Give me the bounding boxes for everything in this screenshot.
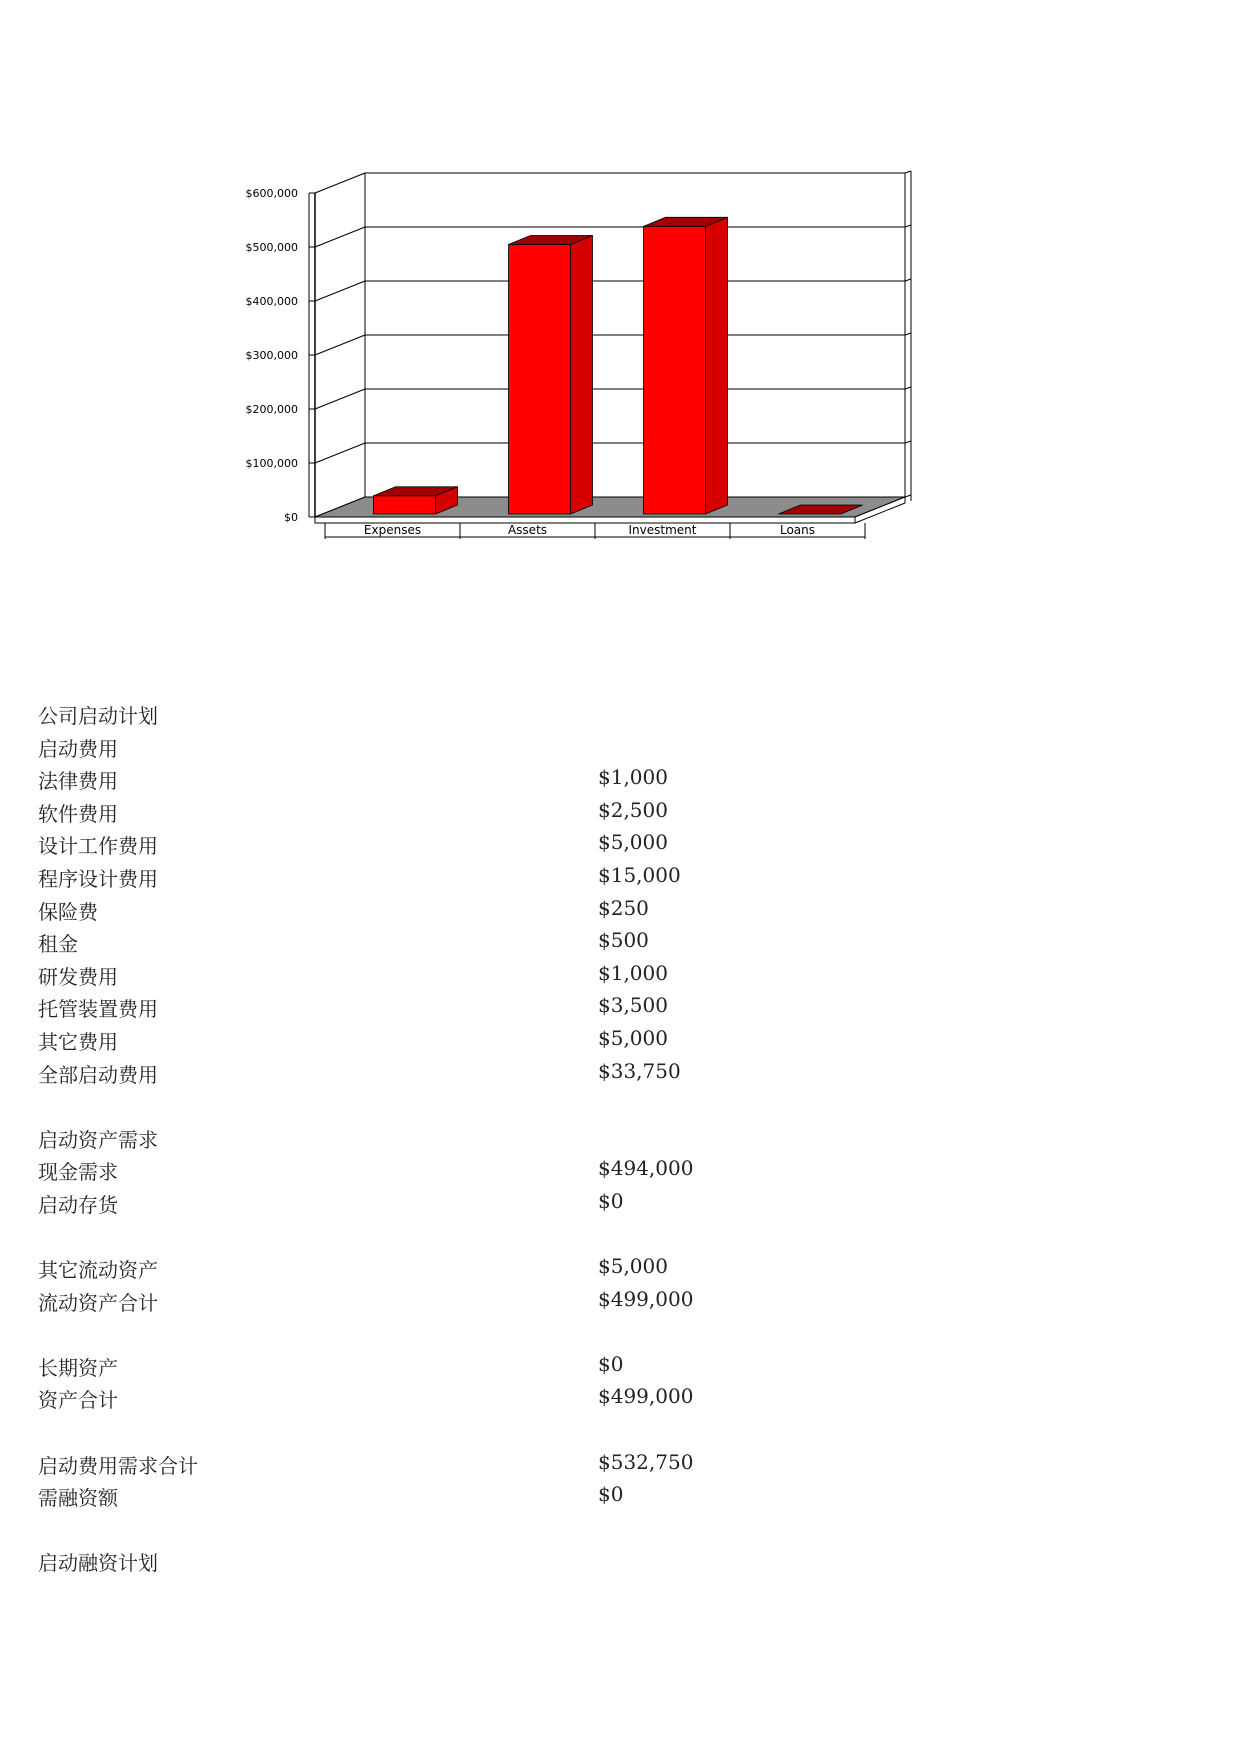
- row-label: 启动融资计划: [38, 1551, 158, 1576]
- row-value: $5,000: [598, 1025, 668, 1050]
- table-row: [38, 928, 1138, 961]
- right-tick: [905, 333, 911, 335]
- row-value: $0: [598, 1351, 624, 1376]
- startup-table: [38, 700, 1138, 1580]
- right-tick: [905, 495, 911, 497]
- table-row: [38, 1222, 1138, 1255]
- row-value: $3,500: [598, 993, 668, 1018]
- row-label: 其它费用: [38, 1029, 118, 1054]
- row-value: $532,750: [598, 1449, 694, 1474]
- bar-front: [374, 496, 436, 514]
- row-label: 托管装置费用: [38, 997, 158, 1022]
- x-tick-label: Investment: [628, 523, 697, 537]
- right-tick: [905, 171, 911, 173]
- table-row: [38, 1287, 1138, 1320]
- y-tick-label: $100,000: [245, 457, 298, 470]
- y-tick-label: $200,000: [245, 403, 298, 416]
- right-tick: [905, 225, 911, 227]
- row-value: $500: [598, 928, 649, 953]
- bar-chart-svg: [245, 170, 1000, 620]
- table-row: [38, 733, 1138, 766]
- table-row: [38, 830, 1138, 863]
- row-label: 流动资产合计: [38, 1290, 158, 1315]
- bar-side: [706, 217, 728, 514]
- right-tick: [905, 387, 911, 389]
- right-tick: [905, 279, 911, 281]
- table-row: [38, 700, 1138, 733]
- table-row: [38, 1352, 1138, 1385]
- table-row: [38, 1417, 1138, 1450]
- row-label: 保险费: [38, 899, 98, 924]
- gridline-side: [315, 335, 365, 355]
- row-value: $2,500: [598, 797, 668, 822]
- gridline-side: [315, 173, 365, 193]
- row-label: 启动存货: [38, 1192, 118, 1217]
- table-row: [38, 798, 1138, 831]
- y-tick-label: $600,000: [245, 187, 298, 200]
- row-label: 长期资产: [38, 1355, 118, 1380]
- row-label: 设计工作费用: [38, 834, 158, 859]
- y-tick-label: $0: [284, 511, 298, 524]
- row-label: 启动费用: [38, 736, 118, 761]
- table-row: [38, 1384, 1138, 1417]
- row-label: 程序设计费用: [38, 866, 158, 891]
- row-label: 软件费用: [38, 801, 118, 826]
- x-tick-label: Assets: [507, 523, 548, 537]
- bar-side: [571, 236, 593, 514]
- row-value: $499,000: [598, 1286, 694, 1311]
- table-row: [38, 1124, 1138, 1157]
- row-value: $0: [598, 1482, 624, 1507]
- table-row: [38, 1091, 1138, 1124]
- row-value: $15,000: [598, 862, 681, 887]
- x-tick-label: Expenses: [363, 523, 422, 537]
- gridline-side: [315, 443, 365, 463]
- row-label: 资产合计: [38, 1388, 118, 1413]
- table-row: [38, 1319, 1138, 1352]
- bar-front: [509, 245, 571, 514]
- row-label: 启动费用需求合计: [38, 1453, 198, 1478]
- x-tick-label: Loans: [779, 523, 816, 537]
- y-tick-label: $500,000: [245, 241, 298, 254]
- row-label: 公司启动计划: [38, 704, 158, 728]
- row-label: 租金: [38, 932, 78, 957]
- bar-chart: [245, 170, 1000, 620]
- row-label: 需融资额: [38, 1486, 118, 1511]
- row-value: $499,000: [598, 1384, 694, 1409]
- bar-front: [644, 226, 706, 514]
- row-value: $1,000: [598, 765, 668, 790]
- table-row: [38, 1059, 1138, 1092]
- row-value: $33,750: [598, 1058, 681, 1083]
- row-value: $0: [598, 1188, 624, 1213]
- row-value: $1,000: [598, 960, 668, 985]
- row-value: $494,000: [598, 1156, 694, 1181]
- row-label: 现金需求: [38, 1160, 118, 1185]
- table-row: [38, 993, 1138, 1026]
- row-label: 研发费用: [38, 964, 118, 989]
- table-row: [38, 863, 1138, 896]
- row-label: 全部启动费用: [38, 1062, 158, 1087]
- table-row: [38, 961, 1138, 994]
- table-row: [38, 1026, 1138, 1059]
- row-label: 其它流动资产: [38, 1258, 158, 1283]
- row-value: $5,000: [598, 1254, 668, 1279]
- table-row: [38, 896, 1138, 929]
- row-value: $5,000: [598, 830, 668, 855]
- row-label: 启动资产需求: [38, 1127, 158, 1152]
- gridline-side: [315, 281, 365, 301]
- gridline-side: [315, 389, 365, 409]
- table-row: [38, 1547, 1138, 1580]
- table-row: [38, 1254, 1138, 1287]
- table-row: [38, 1450, 1138, 1483]
- table-row: [38, 1482, 1138, 1515]
- y-tick-label: $400,000: [245, 295, 298, 308]
- gridline-side: [315, 227, 365, 247]
- row-value: $250: [598, 895, 649, 920]
- table-row: [38, 765, 1138, 798]
- table-row: [38, 1156, 1138, 1189]
- table-row: [38, 1515, 1138, 1548]
- right-tick: [905, 441, 911, 443]
- y-tick-label: $300,000: [245, 349, 298, 362]
- row-label: 法律费用: [38, 769, 118, 794]
- table-row: [38, 1189, 1138, 1222]
